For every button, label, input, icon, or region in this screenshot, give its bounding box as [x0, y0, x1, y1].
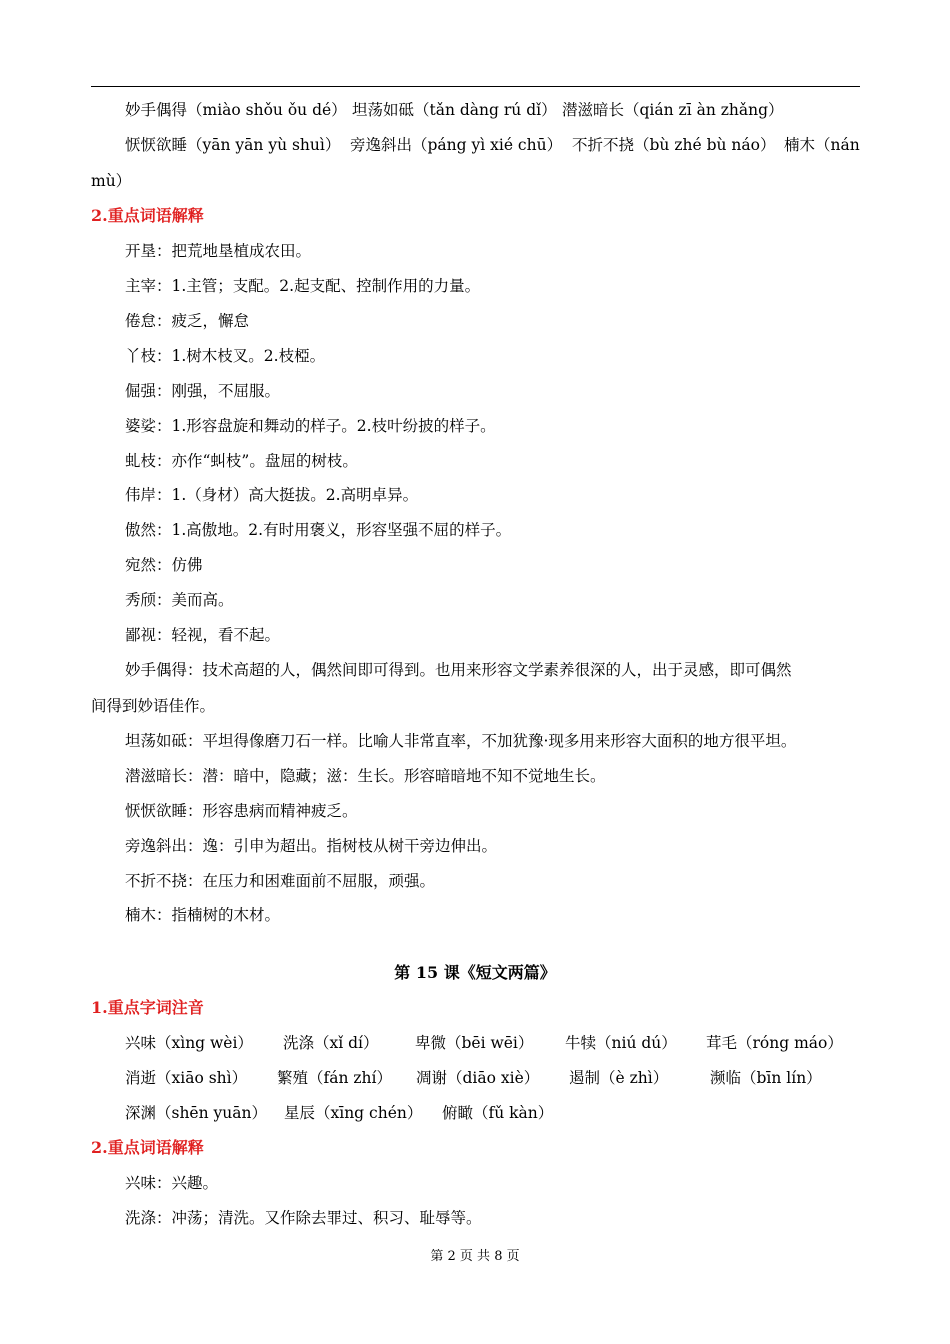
- definition-item: 恹恹欲睡：形容患病而精神疲乏。: [125, 802, 358, 820]
- page-footer: 第 2 页 共 8 页: [430, 1249, 520, 1264]
- pinyin-term: 妙手偶得（miào shǒu ǒu dé）: [125, 101, 347, 119]
- definition-item: 倦怠：疲乏，懈怠: [125, 312, 250, 330]
- pinyin-term: 星辰（xīng chén）: [284, 1104, 423, 1122]
- definition-item: 丫枝：1.树木枝叉。2.枝椏。: [125, 347, 326, 365]
- pinyin-term: 洗涤（xǐ dí）: [283, 1034, 379, 1052]
- pinyin-term: 不折不挠（bù zhé bù náo）: [572, 136, 776, 154]
- pinyin-term: 茸毛（róng máo）: [706, 1034, 843, 1052]
- pinyin-term: 楠木（nán: [784, 136, 860, 154]
- pinyin-term: 坦荡如砥（tǎn dàng rú dǐ）: [352, 101, 557, 119]
- definition-item: 坦荡如砥：平坦得像磨刀石一样。比喻人非常直率，不加犹豫·现多用来形容大面积的地方很平坦。: [125, 732, 797, 750]
- definition-item: 洗涤：冲荡；清洗。又作除去罪过、积习、耻辱等。: [125, 1209, 482, 1227]
- pinyin-term: 卑微（bēi wēi）: [415, 1034, 534, 1052]
- pinyin-term: 旁逸斜出（páng yì xié chū）: [350, 136, 563, 154]
- definition-item: 傲然：1.高傲地。2.有时用褒义，形容坚强不屈的样子。: [125, 521, 512, 539]
- definition-item: 兴味：兴趣。: [125, 1174, 219, 1192]
- section-heading: 1.重点字词注音: [91, 998, 204, 1017]
- definition-item: 妙手偶得：技术高超的人，偶然间即可得到。也用来形容文学素养很深的人，出于灵感，即可偶然: [125, 661, 792, 679]
- section-heading: 2.重点词语解释: [91, 1138, 204, 1157]
- definition-item: 宛然：仿佛: [125, 556, 203, 574]
- pinyin-term: 潜滋暗长（qián zī àn zhǎng）: [562, 101, 784, 119]
- pinyin-term: 兴味（xìng wèi）: [125, 1034, 253, 1052]
- pinyin-term: 深渊（shēn yuān）: [125, 1104, 267, 1122]
- pinyin-term: 凋谢（diāo xiè）: [416, 1069, 540, 1087]
- definition-item-wrap: 间得到妙语佳作。: [91, 697, 216, 715]
- pinyin-term: 遏制（è zhì）: [569, 1069, 669, 1087]
- pinyin-row-2-wrap: mù）: [91, 172, 132, 190]
- definition-item: 旁逸斜出：逸：引申为超出。指树枝从树干旁边伸出。: [125, 837, 498, 855]
- definition-item: 虬枝：亦作“虯枝”。盘屈的树枝。: [125, 452, 358, 470]
- pinyin-term: 牛犊（niú dú）: [565, 1034, 677, 1052]
- pinyin-term: 繁殖（fán zhí）: [277, 1069, 392, 1087]
- pinyin-term: 恹恹欲睡（yān yān yù shuì）: [125, 136, 341, 154]
- definition-item: 楠木：指楠树的木材。: [125, 906, 281, 924]
- definition-item: 开垦：把荒地垦植成农田。: [125, 242, 312, 260]
- definition-item: 潜滋暗长：潜：暗中，隐藏；滋：生长。形容暗暗地不知不觉地生长。: [125, 767, 606, 785]
- definition-item: 秀颀：美而高。: [125, 591, 234, 609]
- pinyin-term: 消逝（xiāo shì）: [125, 1069, 248, 1087]
- header-rule: [91, 86, 860, 87]
- definition-item: 主宰：1.主管；支配。2.起支配、控制作用的力量。: [125, 277, 481, 295]
- lesson-title: 第 15 课《短文两篇》: [394, 963, 556, 982]
- definition-item: 婆娑：1.形容盘旋和舞动的样子。2.枝叶纷披的样子。: [125, 417, 496, 435]
- pinyin-term: 俯瞰（fǔ kàn）: [442, 1104, 554, 1122]
- definition-item: 鄙视：轻视，看不起。: [125, 626, 281, 644]
- definition-item: 伟岸：1.（身材）高大挺拔。2.高明卓异。: [125, 486, 419, 504]
- section-heading: 2.重点词语解释: [91, 206, 204, 225]
- pinyin-term: 濒临（bīn lín）: [710, 1069, 822, 1087]
- definition-item: 倔强：刚强，不屈服。: [125, 382, 281, 400]
- definition-item: 不折不挠：在压力和困难面前不屈服，顽强。: [125, 872, 436, 890]
